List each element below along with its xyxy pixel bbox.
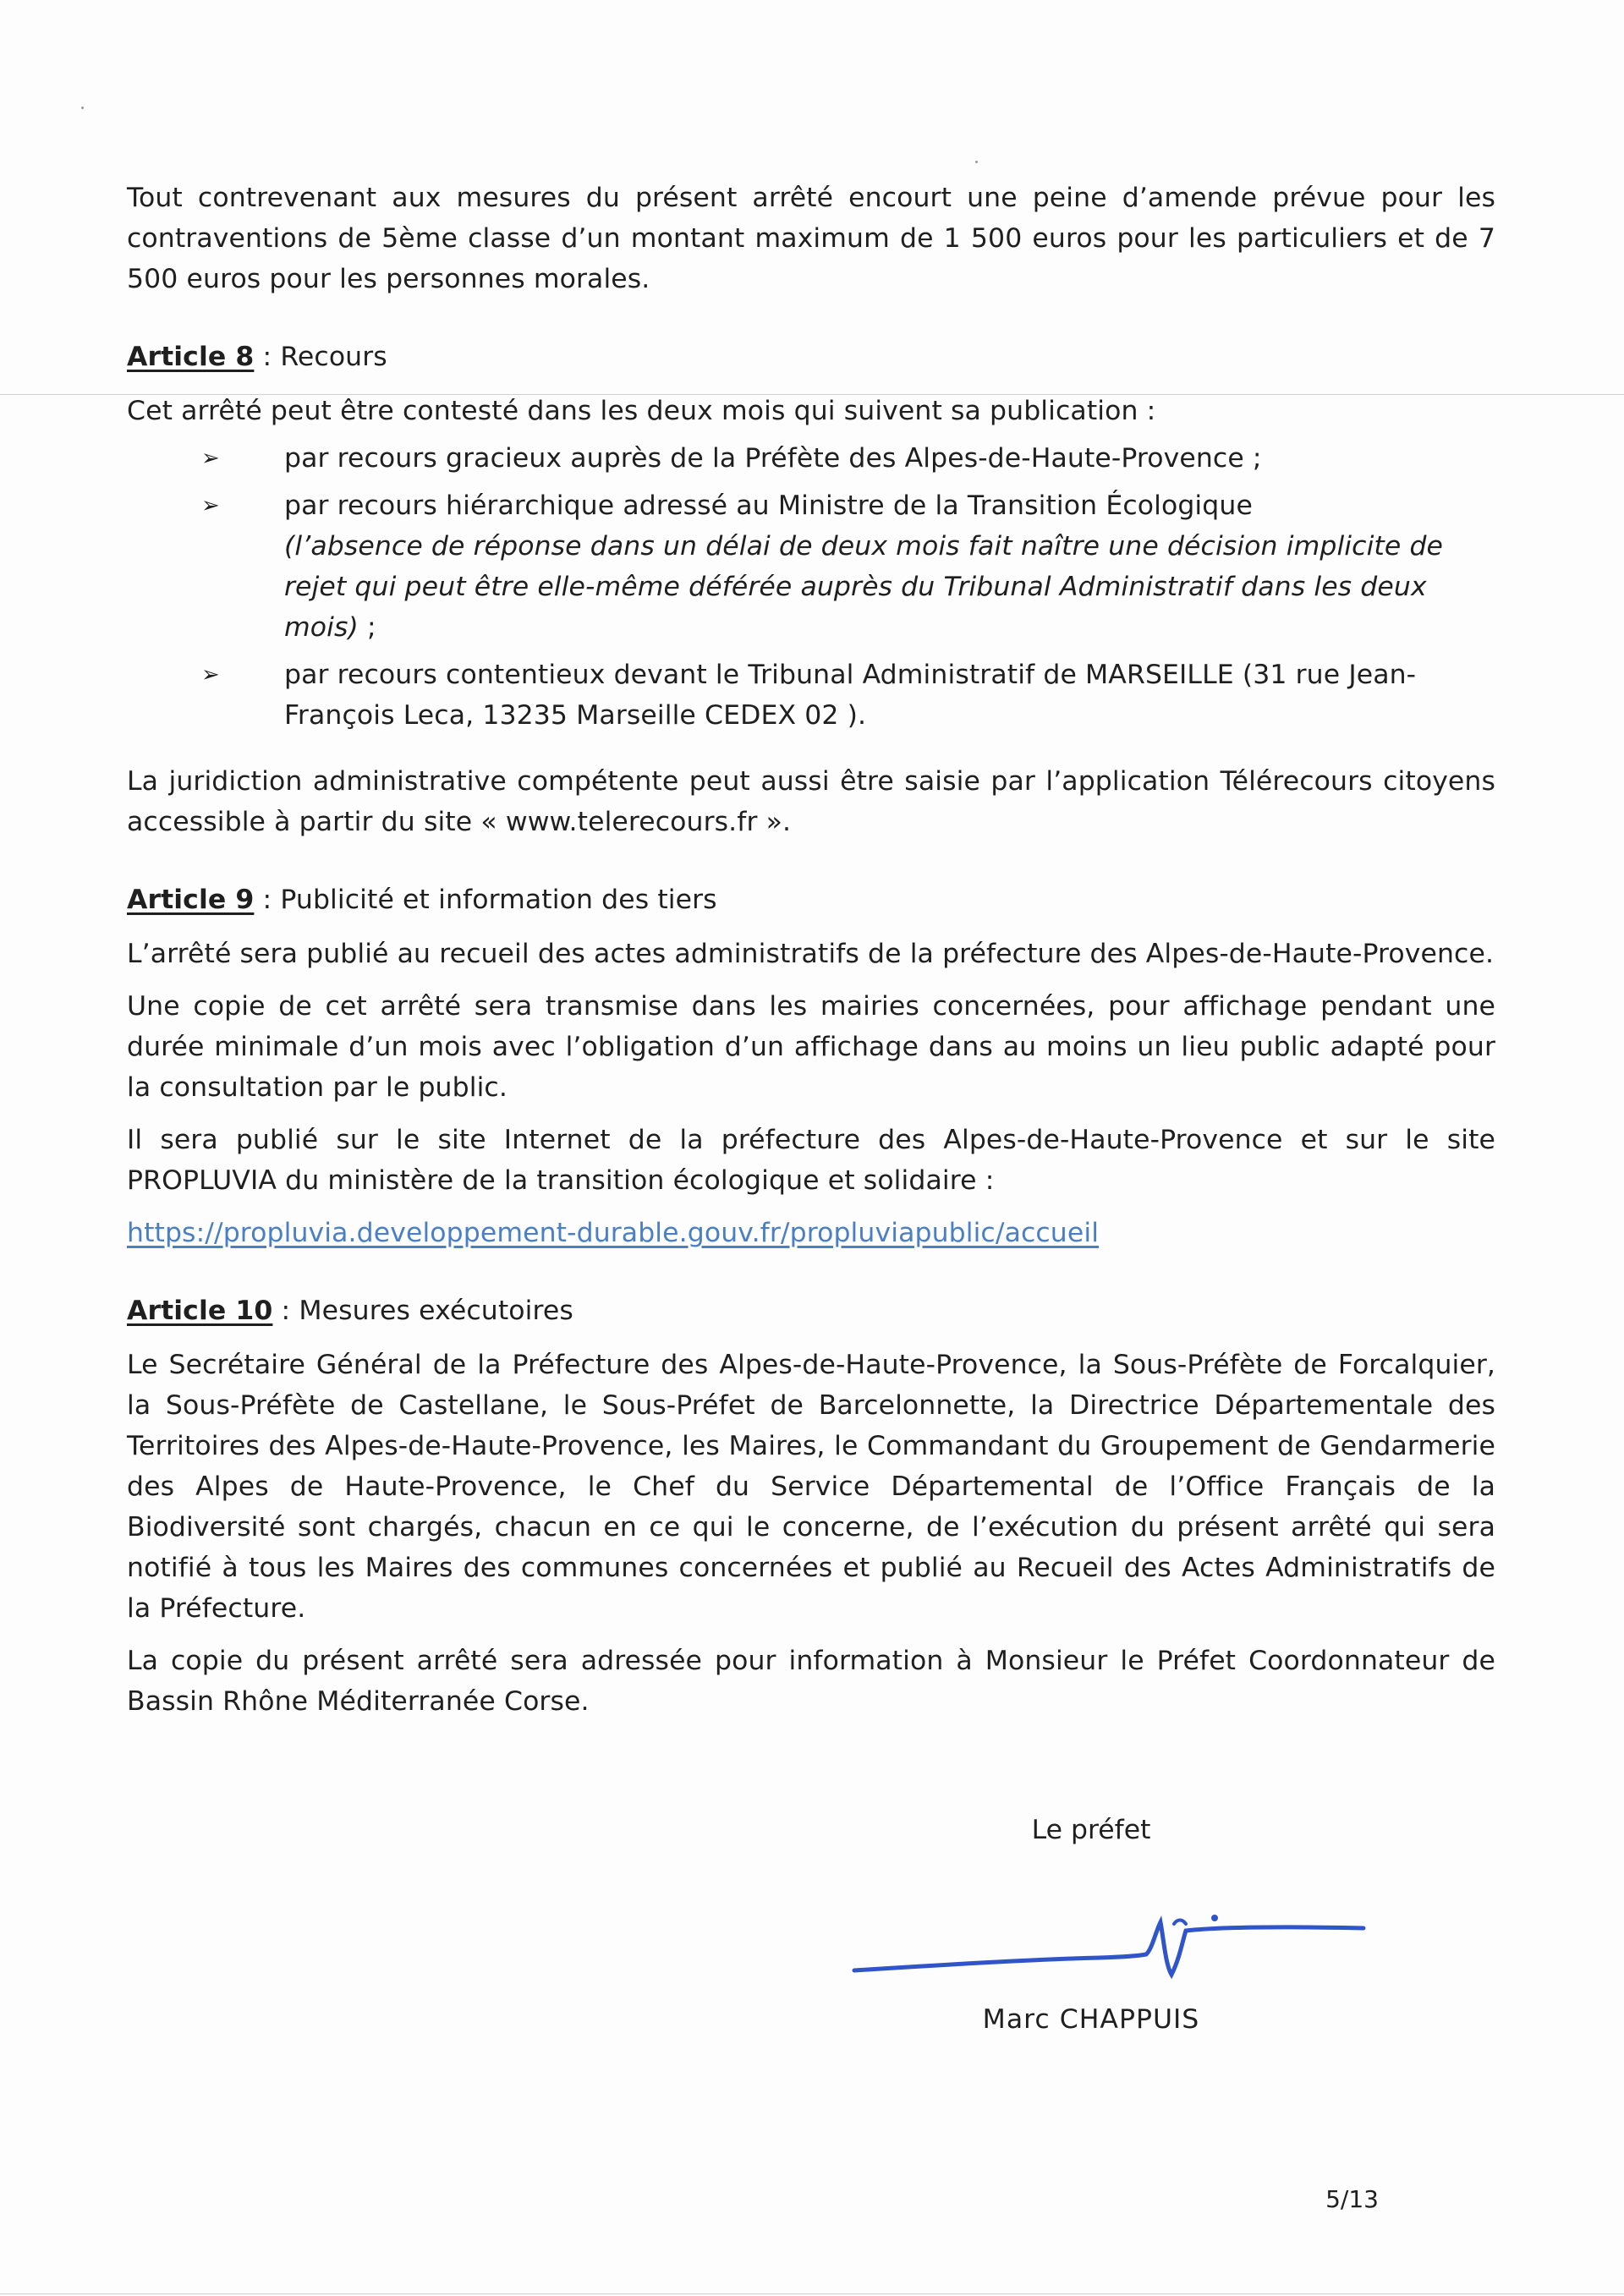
penalty-paragraph: Tout contrevenant aux mesures du présent arrêté encourt une peine d’amende prévue pour les contraventions de 5ème classe d’un montant maximum de 1 500 euros pour les particuliers et de 7 500 euros pour les personnes morales. (127, 183, 1495, 294)
recours-list (127, 438, 1495, 736)
list-item-text: par recours gracieux auprès de la Préfète des Alpes-de-Haute-Provence ; (284, 443, 1262, 474)
heading-separator: : (272, 1296, 299, 1326)
publication-paragraph: L’arrêté sera publié au recueil des actes administratifs de la préfecture des Alpes-de-Haute-Provence. (127, 939, 1495, 969)
heading-separator: : (254, 342, 281, 372)
article-10-label: Article 10 (127, 1296, 273, 1326)
article-10-heading (127, 1290, 1495, 1331)
list-item (127, 655, 1495, 736)
article-9-title: Publicité et information des tiers (280, 885, 717, 915)
internet-paragraph: Il sera publié sur le site Internet de la préfecture des Alpes-de-Haute-Provence et sur le site PROPLUVIA du ministère de la transition écologique et solidaire : (127, 1125, 1495, 1196)
list-item-text: par recours hiérarchique adressé au Ministre de la Transition Écologique (284, 490, 1253, 521)
copy-paragraph: La copie du présent arrêté sera adressée pour information à Monsieur le Préfet Coordonnateur de Bassin Rhône Méditerranée Corse. (127, 1646, 1495, 1717)
signatory-role: Le préfet (1031, 1815, 1151, 1845)
arrow-bullet-icon: ➢ (201, 493, 220, 518)
signatory-name: Marc CHAPPUIS (982, 2004, 1200, 2035)
handwritten-signature (846, 1890, 1370, 1983)
document-body (127, 178, 1495, 1722)
article-8-title: Recours (280, 342, 387, 372)
recours-lead: Cet arrêté peut être contesté dans les deux mois qui suivent sa publication : (127, 396, 1156, 426)
scan-speck (975, 161, 978, 163)
article-10-title: Mesures exécutoires (299, 1296, 573, 1326)
heading-separator: : (254, 885, 281, 915)
list-item (127, 438, 1495, 479)
list-item-text: par recours contentieux devant le Tribunal Administratif de MARSEILLE (31 rue Jean-François Leca, 13235 Marseille CEDEX 02 ). (284, 660, 1417, 731)
article-8-heading (127, 337, 1495, 377)
execution-paragraph: Le Secrétaire Général de la Préfecture des Alpes-de-Haute-Provence, la Sous-Préfète de Forcalquier, la Sous-Préfète de Castellane, le Sous-Préfet de Barcelonnette, la Directrice Départementale des Territoires des Alpes-de-Haute-Provence, les Maires, le Commandant du Groupement de Gendarmerie des Alpes de Haute-Provence, le Chef du Service Départemental de l’Office Français de la Biodiversité sont chargés, chacun en ce qui le concerne, de l’exécution du présent arrêté qui sera notifié à tous les Maires des communes concernées et publié au Recueil des Actes Administratifs de la Préfecture. (127, 1350, 1495, 1624)
article-8-label: Article 8 (127, 342, 255, 372)
page-number: 5/13 (1325, 2185, 1379, 2213)
article-9-label: Article 9 (127, 885, 255, 915)
arrow-bullet-icon: ➢ (201, 662, 220, 688)
scan-artifact-line (0, 2293, 1624, 2294)
telerecours-paragraph: La juridiction administrative compétente peut aussi être saisie par l’application Télérecours citoyens accessible à partir du site « www.telerecours.fr ». (127, 766, 1495, 837)
scan-speck (81, 107, 84, 109)
recours-note: (l’absence de réponse dans un délai de deux mois fait naître une décision implicite de rejet qui peut être elle-même déférée auprès du Tribunal Administratif dans les deux mois) (284, 531, 1444, 643)
article-9-heading (127, 879, 1495, 920)
propluvia-link[interactable]: https://propluvia.developpement-durable.gouv.fr/propluviapublic/accueil (127, 1218, 1100, 1248)
affichage-paragraph: Une copie de cet arrêté sera transmise dans les mairies concernées, pour affichage pendant une durée minimale d’un mois avec l’obligation d’un affichage dans au moins un lieu public adapté pour la consultation par le public. (127, 991, 1495, 1103)
recours-note-end: ; (358, 612, 376, 643)
list-item (127, 485, 1495, 648)
arrow-bullet-icon: ➢ (201, 446, 220, 471)
